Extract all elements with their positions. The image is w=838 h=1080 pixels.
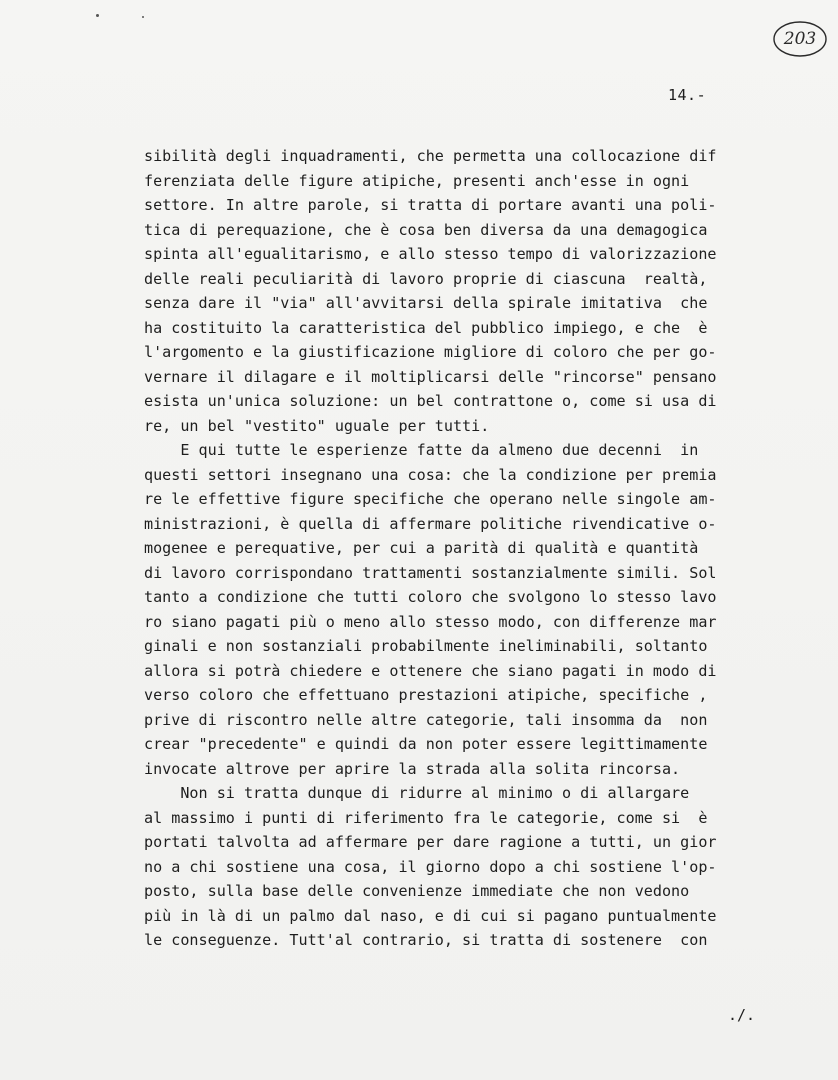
text-line: portati talvolta ad affermare per dare ragione a tutti, un gior — [144, 833, 717, 851]
body-text — [144, 144, 774, 953]
page-number: 14.- — [668, 86, 707, 104]
text-line: le conseguenze. Tutt'al contrario, si tratta di sostenere con — [144, 931, 708, 949]
continuation-mark: ./. — [728, 1006, 756, 1024]
text-line: prive di riscontro nelle altre categorie, tali insomma da non — [144, 710, 708, 729]
text-line: crear "precedente" e quindi da non poter essere legittimamente — [144, 735, 708, 753]
text-line: ministrazioni, è quella di affermare politiche rivendicative o- — [144, 514, 717, 533]
text-line: invocate altrove per aprire la strada alla solita rincorsa. — [144, 759, 681, 778]
text-line: sibilità degli inquadramenti, che permetta una collocazione dif — [144, 147, 717, 165]
text-line: più in là di un palmo dal naso, e di cui si pagano puntualmente — [144, 906, 717, 925]
text-line: re le effettive figure specifiche che operano nelle singole am- — [144, 490, 717, 508]
text-line: esista un'unica soluzione: un bel contrattone o, come si usa di — [144, 392, 717, 410]
text-line: spinta all'egualitarismo, e allo stesso tempo di valorizzazione — [144, 245, 717, 263]
text-line: posto, sulla base delle convenienze immediate che non vedono — [144, 882, 690, 900]
text-line: Non si tratta dunque di ridurre al minimo o di allargare — [144, 784, 690, 802]
text-line: al massimo i punti di riferimento fra le categorie, come si è — [144, 808, 708, 827]
text-line: ro siano pagati più o meno allo stesso modo, con differenze mar — [144, 612, 717, 631]
page-stamp — [772, 20, 828, 58]
text-line: verso coloro che effettuano prestazioni atipiche, specifiche , — [144, 686, 708, 704]
text-line: l'argomento e la giustificazione migliore di coloro che per go- — [144, 343, 717, 361]
text-line: senza dare il "via" all'avvitarsi della spirale imitativa che — [144, 294, 708, 312]
text-line: tanto a condizione che tutti coloro che svolgono lo stesso lavo — [144, 588, 717, 606]
text-line: ha costituito la caratteristica del pubblico impiego, e che è — [144, 318, 708, 337]
text-line: tica di perequazione, che è cosa ben diversa da una demagogica — [144, 220, 708, 239]
text-line: no a chi sostiene una cosa, il giorno dopo a chi sostiene l'op- — [144, 857, 717, 876]
text-line: re, un bel "vestito" uguale per tutti. — [144, 416, 490, 435]
text-line: allora si potrà chiedere e ottenere che siano pagati in modo di — [144, 661, 717, 680]
text-line: questi settori insegnano una cosa: che la condizione per premia — [144, 465, 717, 484]
text-line: di lavoro corrispondano trattamenti sostanzialmente simili. Sol — [144, 563, 717, 582]
text-line: E qui tutte le esperienze fatte da almeno due decenni in — [144, 441, 699, 459]
text-line: settore. In altre parole, si tratta di portare avanti una poli- — [144, 196, 717, 214]
text-line: mogenee e perequative, per cui a parità di qualità e quantità — [144, 539, 699, 557]
text-line: ferenziata delle figure atipiche, presenti anch'esse in ogni — [144, 171, 690, 190]
scan-speck — [142, 16, 144, 18]
text-line: delle reali peculiarità di lavoro proprie di ciascuna realtà, — [144, 269, 708, 288]
text-line: vernare il dilagare e il moltiplicarsi delle "rincorse" pensano — [144, 367, 717, 386]
stamp-number: 203 — [783, 29, 817, 49]
scan-speck — [96, 14, 99, 17]
text-line: ginali e non sostanziali probabilmente ineliminabili, soltanto — [144, 637, 708, 655]
